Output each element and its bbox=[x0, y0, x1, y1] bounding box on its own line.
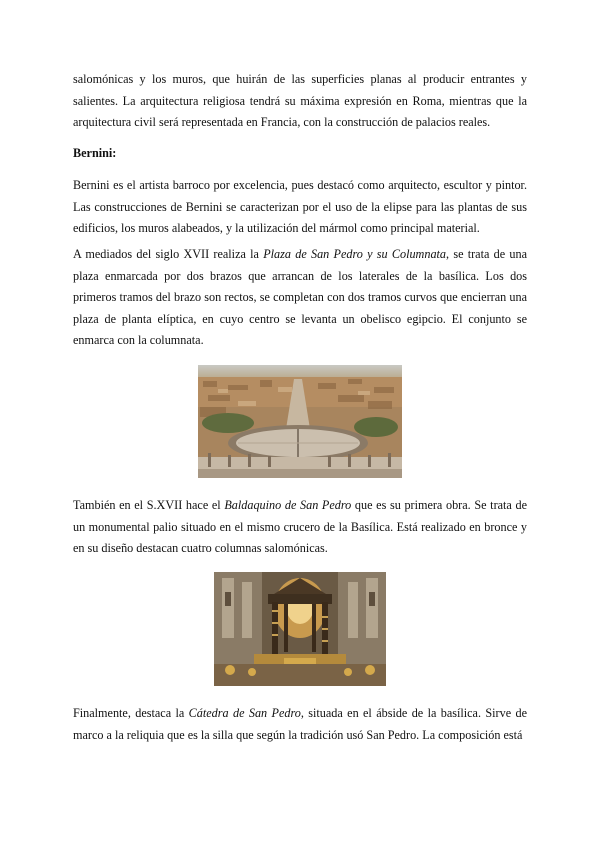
plaza-san-pedro-photo bbox=[198, 365, 402, 478]
section-heading-bernini: Bernini: bbox=[73, 146, 117, 160]
paragraph-catedra bbox=[73, 703, 527, 746]
paragraph-bernini-description: Bernini es el artista barroco por excelencia, pues destacó como arquitecto, escultor y pintor. Las construcciones de Bernini se caracterizan por el uso de la elipse para las plantas de sus edificios, los muros alabeados, y la utilización del mármol como principal material. bbox=[73, 178, 527, 235]
text-run: A mediados del siglo XVII realiza la bbox=[73, 247, 264, 261]
text-run: También en el S.XVII hace el bbox=[73, 498, 225, 512]
artwork-title-baldaquino: Baldaquino de San Pedro bbox=[224, 498, 352, 512]
paragraph-plaza-san-pedro bbox=[73, 244, 527, 352]
paragraph-intro: salomónicas y los muros, que huirán de las superficies planas al producir entrantes y salientes. La arquitectura religiosa tendrá su máxima expresión en Roma, mientras que la arquitectura civil será representada en Francia, con la construcción de palacios reales. bbox=[73, 72, 527, 129]
artwork-title-plaza: Plaza de San Pedro y su Columnata bbox=[263, 247, 447, 261]
paragraph-baldaquino bbox=[73, 495, 527, 560]
text-run: , situada en el ábside de la basílica. Sirve de marco a la reliquia que es la silla que según la tradición usó San Pedro. La composición está bbox=[73, 706, 527, 742]
artwork-title-catedra: Cátedra de San Pedro bbox=[188, 706, 301, 720]
text-run: Finalmente, destaca la bbox=[73, 706, 189, 720]
text-run: , se trata de una plaza enmarcada por dos brazos que arrancan de los laterales de la basílica. Los dos primeros tramos del brazo son rectos, se completan con dos tramos curvos que encierran una plaza de planta elíptica, en cuyo centro se levanta un obelisco egipcio. El conjunto se enmarca con la columnata. bbox=[73, 247, 527, 347]
baldaquino-photo bbox=[214, 572, 386, 686]
text-run: que es su primera obra. Se trata de un monumental palio situado en el mismo crucero de la Basílica. Está realizado en bronce y en su diseño destacan cuatro columnas salomónicas. bbox=[73, 498, 527, 555]
